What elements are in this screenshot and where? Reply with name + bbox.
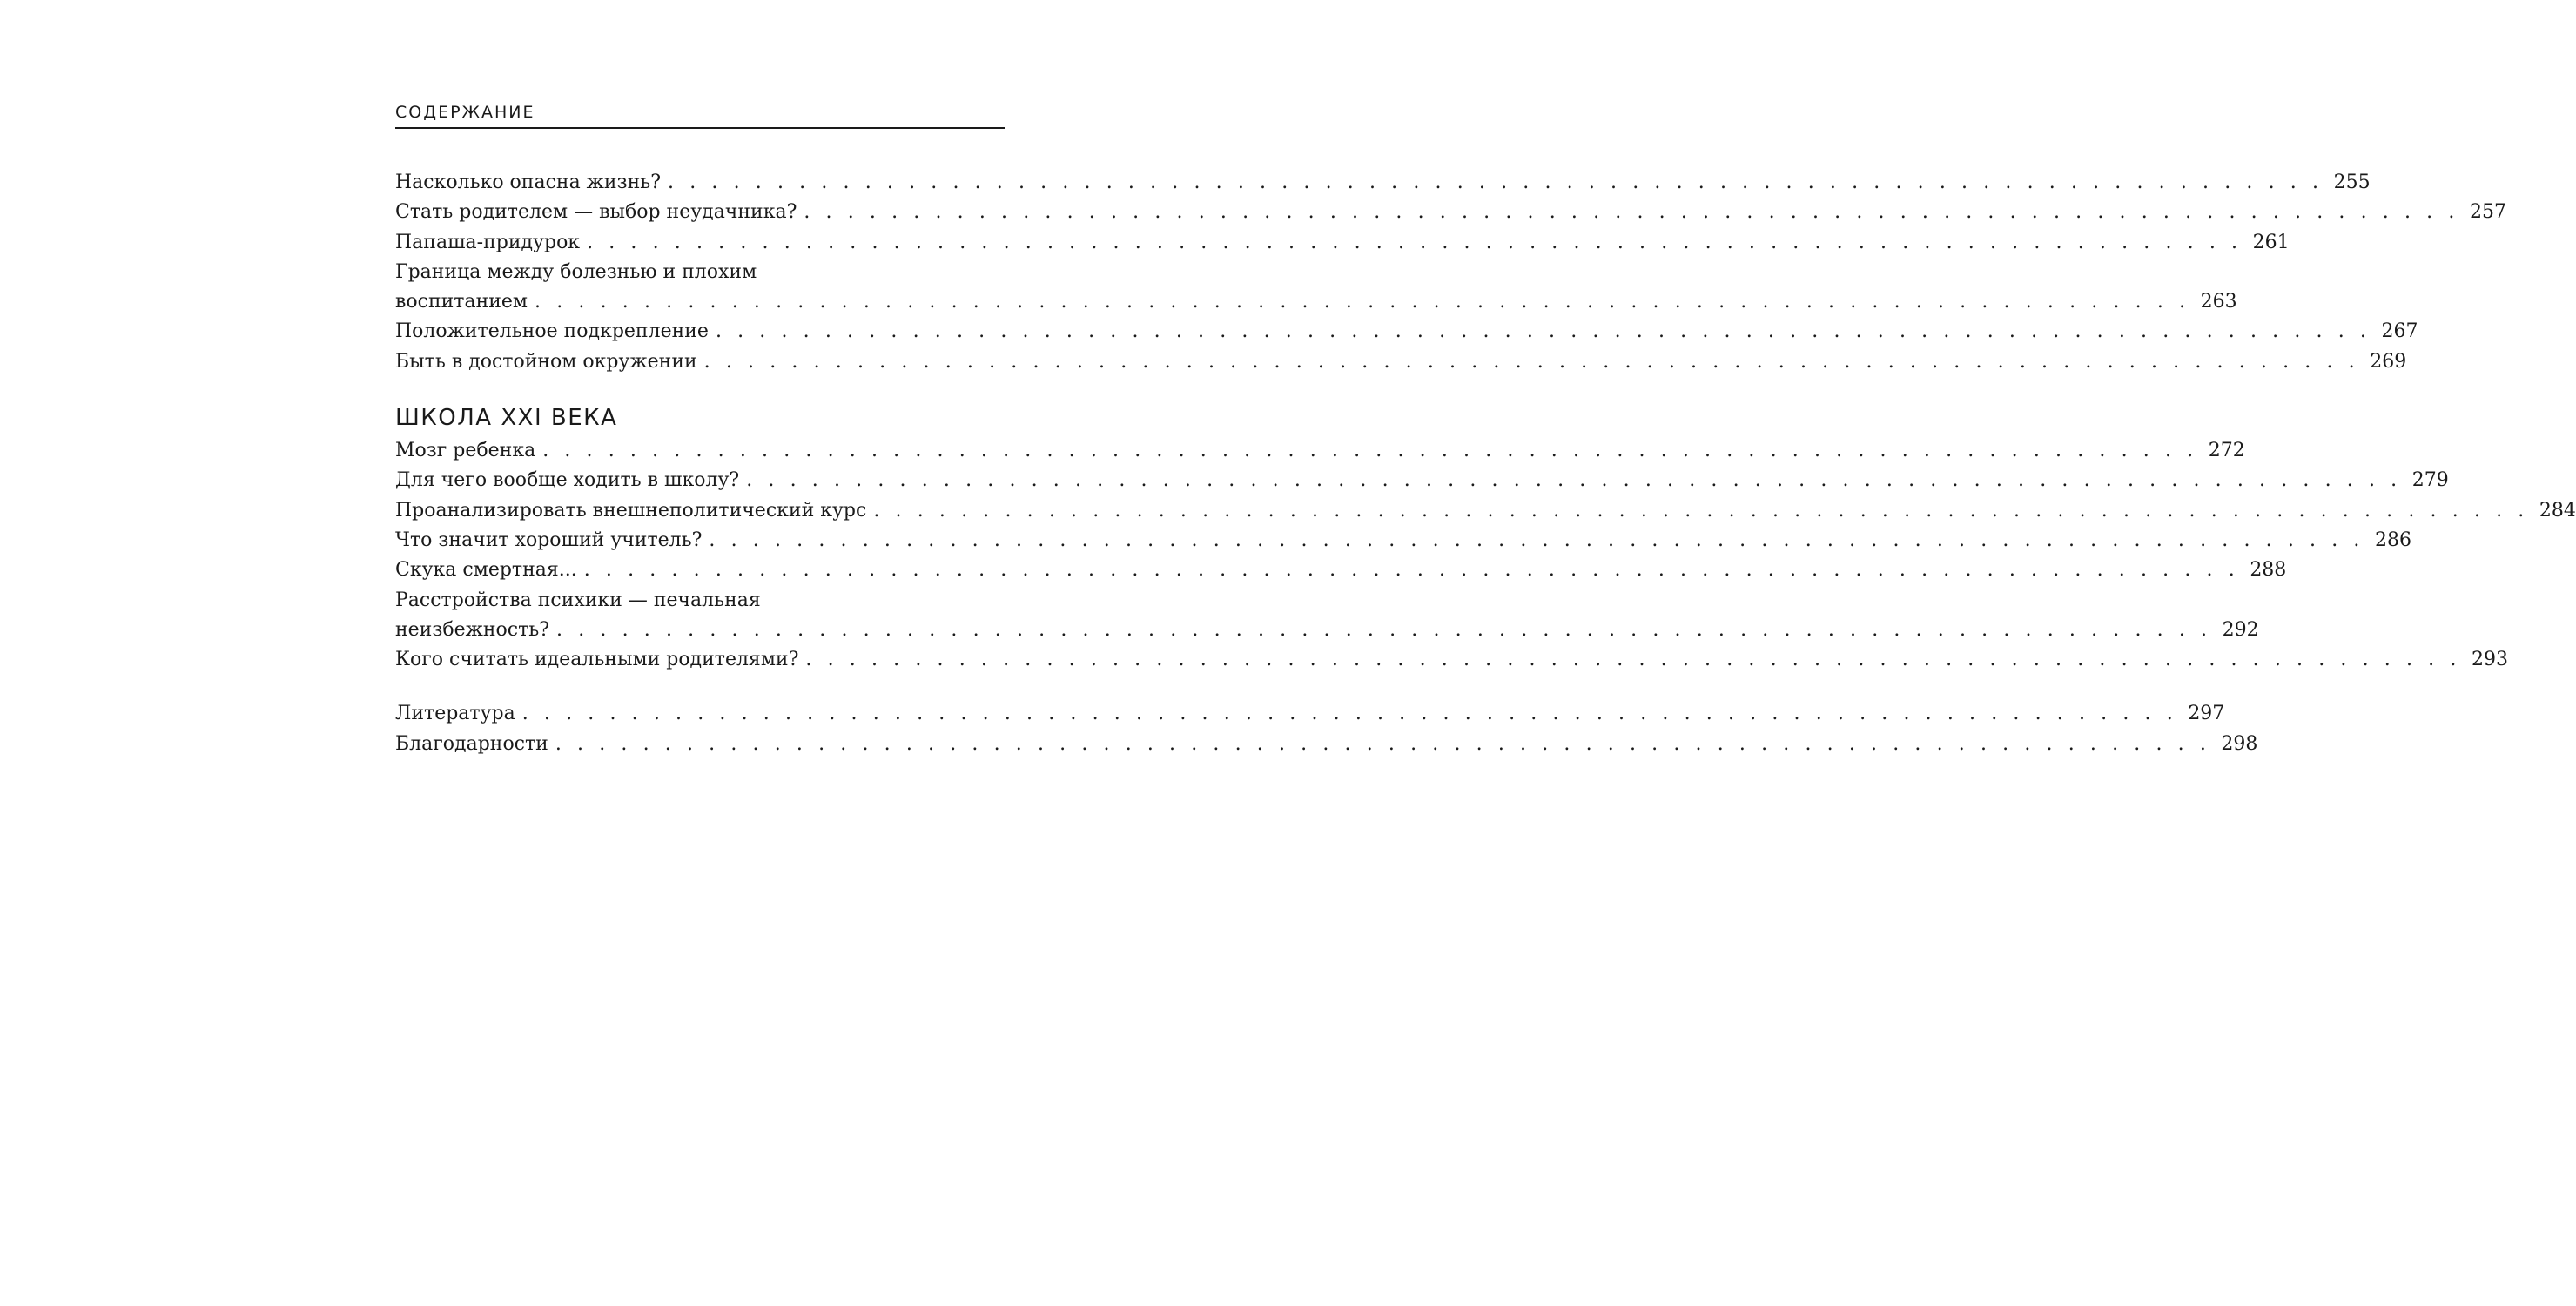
toc-entry [395,198,2506,227]
toc-entry-title: воспитанием [395,291,528,313]
dot-leader: . . . . . . . . . . . . . . . . . . . . . . . . . . . . . . . . . . . . . . . . . . . . . . . . . . . . . . . . . . . . . . . . . . . . . . . . . . . . [587,231,2243,253]
toc-entry-page: 288 [2250,559,2287,582]
toc-entry-page: 267 [2381,320,2418,343]
dot-leader: . . . . . . . . . . . . . . . . . . . . . . . . . . . . . . . . . . . . . . . . . . . . . . . . . . . . . . . . . . . . . . . . . . . . . . . . . . . . [715,320,2371,343]
toc-entry-title: неизбежность? [395,618,550,641]
toc-entry [395,730,2258,759]
toc-entry-page: 292 [2222,618,2259,641]
dot-leader: . . . . . . . . . . . . . . . . . . . . . . . . . . . . . . . . . . . . . . . . . . . . . . . . . . . . . . . . . . . . . . . . . . . . . . . . . . . . [555,732,2211,755]
toc-entry-page: 297 [2188,703,2225,725]
toc-entry-title: Что значит хороший учитель? [395,528,703,551]
toc-entry [395,699,2225,729]
toc-entry [395,436,2245,466]
dot-leader: . . . . . . . . . . . . . . . . . . . . . . . . . . . . . . . . . . . . . . . . . . . . . . . . . . . . . . . . . . . . . . . . . . . . . . . . . . . . [583,559,2240,582]
toc-entry-page: 298 [2221,732,2258,755]
toc-entry [395,228,2290,258]
toc-entry [395,496,2576,526]
dot-leader: . . . . . . . . . . . . . . . . . . . . . . . . . . . . . . . . . . . . . . . . . . . . . . . . . . . . . . . . . . . . . . . . . . . . . . . . . . . . [521,703,2178,725]
dot-leader: . . . . . . . . . . . . . . . . . . . . . . . . . . . . . . . . . . . . . . . . . . . . . . . . . . . . . . . . . . . . . . . . . . . . . . . . . . . . [805,649,2461,671]
dot-leader: . . . . . . . . . . . . . . . . . . . . . . . . . . . . . . . . . . . . . . . . . . . . . . . . . . . . . . . . . . . . . . . . . . . . . . . . . . . . [804,201,2459,224]
toc-entry [395,317,2418,347]
dot-leader: . . . . . . . . . . . . . . . . . . . . . . . . . . . . . . . . . . . . . . . . . . . . . . . . . . . . . . . . . . . . . . . . . . . . . . . . . . . . [709,528,2364,551]
toc-entry [395,466,2449,495]
toc-entry-page: 263 [2200,291,2237,313]
toc-entry [395,555,2287,585]
toc-entry-page: 286 [2375,528,2411,551]
toc-entry [395,347,2407,377]
toc-entry-title: Литература [395,703,515,725]
toc-section-1 [395,168,2506,377]
toc-entry-page: 279 [2411,469,2449,492]
dot-leader: . . . . . . . . . . . . . . . . . . . . . . . . . . . . . . . . . . . . . . . . . . . . . . . . . . . . . . . . . . . . . . . . . . . . . . . . . . . . [542,440,2198,462]
toc-entry-two-line [395,258,2237,318]
dot-leader: . . . . . . . . . . . . . . . . . . . . . . . . . . . . . . . . . . . . . . . . . . . . . . . . . . . . . . . . . . . . . . . . . . . . . . . . . . . . [668,172,2324,193]
dot-leader: . . . . . . . . . . . . . . . . . . . . . . . . . . . . . . . . . . . . . . . . . . . . . . . . . . . . . . . . . . . . . . . . . . . . . . . . . . . . [556,618,2212,641]
toc-entry [395,526,2411,555]
toc-entry-page: 284 [2539,499,2576,522]
dot-leader: . . . . . . . . . . . . . . . . . . . . . . . . . . . . . . . . . . . . . . . . . . . . . . . . . . . . . . . . . . . . . . . . . . . . . . . . . . . . [535,291,2190,313]
dot-leader: . . . . . . . . . . . . . . . . . . . . . . . . . . . . . . . . . . . . . . . . . . . . . . . . . . . . . . . . . . . . . . . . . . . . . . . . . . . . [873,499,2529,522]
toc-entry [395,645,2508,675]
toc-entry-title: Мозг ребенка [395,440,536,462]
toc-section-2 [395,436,2576,675]
toc-entry-page: 272 [2208,440,2245,462]
toc-entry-page: 261 [2252,231,2290,253]
toc-entry-title: Кого считать идеальными родителями? [395,649,799,671]
toc-entry-title-line1: Расстройства психики — печальная [395,589,761,611]
toc-entry-title: Проанализировать внешнеполитический курс [395,499,867,522]
toc-entry-title: Быть в достойном окружении [395,350,697,373]
toc-entry-title-line1: Граница между болезнью и плохим [395,260,757,283]
toc-page [395,98,2576,759]
toc-entry-page: 293 [2471,649,2508,671]
part-heading: ШКОЛА XXI ВЕКА [395,405,618,432]
toc-entry-title: Скука смертная... [395,559,577,582]
toc-entry-title: Благодарности [395,732,548,755]
dot-leader: . . . . . . . . . . . . . . . . . . . . . . . . . . . . . . . . . . . . . . . . . . . . . . . . . . . . . . . . . . . . . . . . . . . . . . . . . . . . [703,350,2360,373]
toc-entry-title: Для чего вообще ходить в школу? [395,469,740,492]
toc-entry-title: Папаша-придурок [395,231,581,253]
toc-entry-page: 269 [2370,350,2407,373]
toc-entry [395,168,2371,198]
dot-leader: . . . . . . . . . . . . . . . . . . . . . . . . . . . . . . . . . . . . . . . . . . . . . . . . . . . . . . . . . . . . . . . . . . . . . . . . . . . . [746,469,2402,492]
toc-entry-title: Стать родителем — выбор неудачника? [395,201,797,224]
toc-entry-title: Насколько опасна жизнь? [395,172,662,193]
toc-entry-title: Положительное подкрепление [395,320,709,343]
running-head: СОДЕРЖАНИЕ [395,98,1005,129]
toc-entry-page: 255 [2333,172,2371,193]
toc-section-3 [395,699,2258,759]
toc-entry-page: 257 [2469,201,2506,224]
toc-entry-two-line [395,586,2259,646]
